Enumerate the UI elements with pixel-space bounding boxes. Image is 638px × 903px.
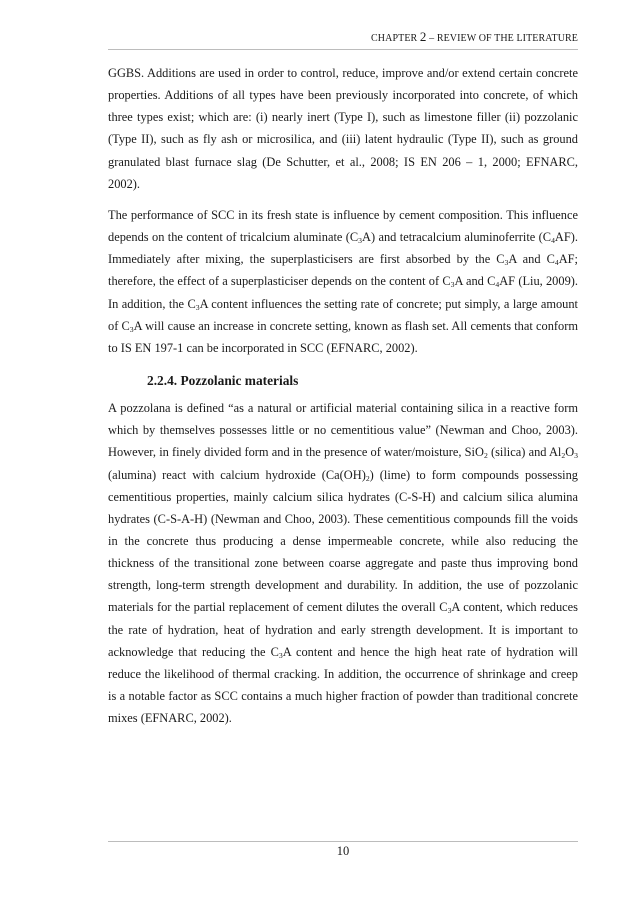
subscript: 3 (278, 650, 283, 660)
text-run: (alumina) react with calcium hydroxide (Ca(OH) (108, 467, 366, 482)
subscript: 2 (561, 451, 566, 461)
subscript: 4 (551, 236, 555, 246)
page-number: 10 (336, 844, 350, 858)
page-body (108, 62, 578, 729)
paragraph-additions: GGBS. Additions are used in order to control, reduce, improve and/or extend certain concrete properties. Additions of all types have been previously incorporated into concrete, of which three types exist; which are: (i) nearly inert (Type I), such as limestone filler (ii) pozzolanic (Type II), such as fly ash or microsilica, and (iii) latent hydraulic (Type II), such as ground granulated blast furnace slag (De Schutter, et al., 2008; IS EN 206 – 1, 2000; EFNARC, 2002). (108, 66, 578, 191)
text-run: A and C (454, 274, 496, 289)
text-run: A content and hence the high heat rate of hydration will reduce the likelihood of thermal cracking. In addition, the occurrence of shrinkage and creep is a notable factor as SCC contains a much higher fraction of powder than traditional concrete mixes (EFNARC, 2002). (108, 644, 578, 726)
section-heading: 2.2.4. Pozzolanic materials (147, 373, 299, 389)
subscript: 3 (574, 451, 578, 461)
subscript: 4 (495, 280, 500, 290)
header-prefix: CHAPTER (371, 33, 420, 44)
subscript: 3 (504, 258, 509, 268)
text-run: A and C (508, 252, 555, 267)
text-run: (silica) and Al (487, 445, 562, 460)
text-run: AF (Liu, 2009). In addition, the C (108, 274, 578, 311)
text-run: A content influences the setting rate of concrete; put simply, a large amount of C (108, 296, 578, 333)
text-run: A) and tetracalcium aluminoferrite (C (362, 230, 552, 245)
chapter-number: 2 (419, 29, 427, 44)
text-run: A content, which reduces the rate of hydration, heat of hydration and early strength development. It is important to acknowledge that reducing the C (108, 600, 578, 659)
text-run: The performance of SCC in its fresh state is influence by cement composition. This influence depends on the content of tricalcium aluminate (C (108, 207, 578, 245)
subscript: 4 (554, 258, 559, 268)
subscript: 2 (365, 473, 370, 483)
subscript: 3 (450, 280, 455, 290)
header-rule (108, 49, 578, 50)
text-run: ) (lime) to form compounds possessing cementitious properties, mainly calcium silica hydrates (C-S-H) and calcium silica alumina hydrates (C-S-A-H) (Newman and Choo, 2003). These cementitious compounds fill the voids in the concrete thus producing a dense impermeable concrete, while also reducing the thickness of the transitional zone between coarse aggregate and paste thus improving bond strength, long-term strength development and durability. In addition, the use of pozzolanic materials for the partial replacement of cement dilutes the overall C (108, 467, 578, 615)
header-title: – REVIEW OF THE LITERATURE (426, 33, 578, 44)
running-header (108, 30, 578, 46)
paragraph-cement-composition (108, 204, 578, 359)
subscript: 3 (447, 606, 452, 616)
text-run: A pozzolana is defined “as a natural or artificial material containing silica in a reactive form which by themselves possesses little or no cementitious value” (Newman and Choo, 2003). However, in finely divided form and in the presence of water/moisture, SiO (108, 401, 578, 460)
subscript: 3 (358, 236, 363, 246)
text-run: AF; therefore, the effect of a superplasticiser depends on the content of C (108, 252, 578, 289)
paragraph-pozzolana (108, 397, 578, 729)
subscript: 2 (483, 451, 488, 461)
text-run: AF). Immediately after mixing, the superplasticisers are first absorbed by the C (108, 230, 578, 267)
text-run: O (565, 445, 575, 460)
subscript: 3 (195, 302, 200, 312)
subscript: 3 (129, 324, 134, 334)
text-run: A will cause an increase in concrete setting, known as flash set. All cements that conform to IS EN 197-1 can be incorporated in SCC (EFNARC, 2002). (108, 318, 578, 355)
footer-rule (108, 841, 578, 842)
